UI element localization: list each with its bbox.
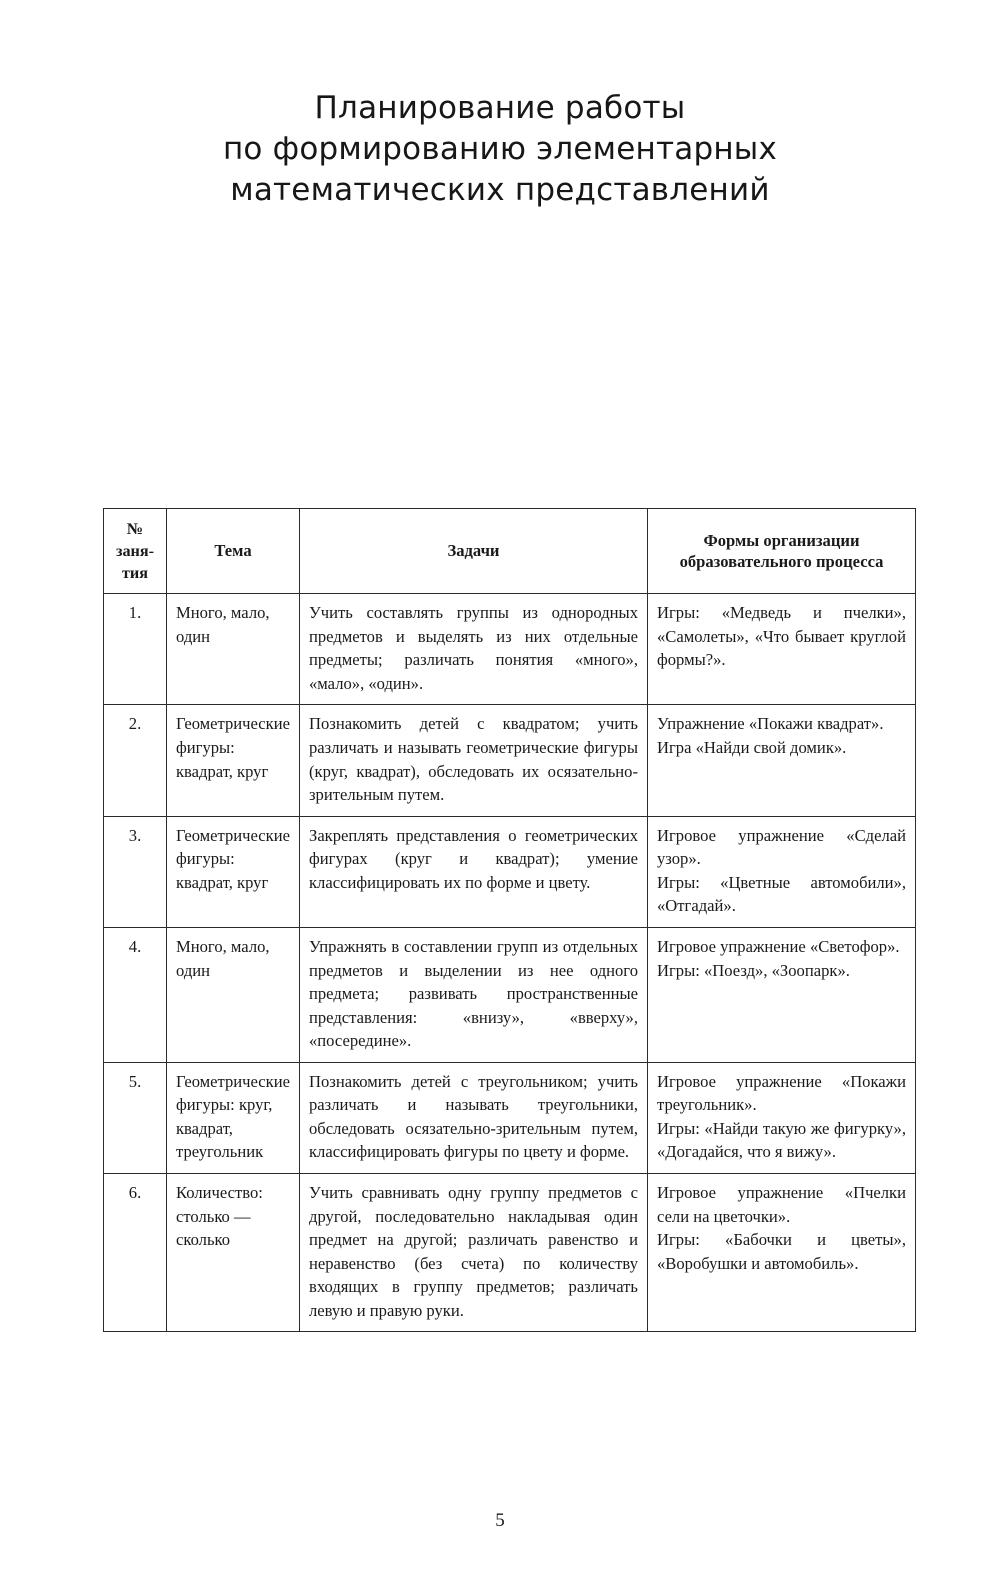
page-title-line-3: математических представлений	[230, 172, 770, 209]
column-header-number-line-2: заня-	[115, 542, 155, 561]
column-header-forms-line-1: Формы организации	[703, 530, 860, 550]
cell-number: 6.	[104, 1174, 167, 1332]
cell-forms: Игровое упражнение «Светофор». Игры: «Поезд», «Зоопарк».	[648, 927, 916, 1062]
document-page	[0, 88, 1000, 1584]
plan-table-container	[103, 508, 915, 1332]
column-header-number-line-1: №	[126, 520, 144, 538]
table-row	[104, 927, 916, 1062]
table-row	[104, 816, 916, 927]
cell-theme: Геометрические фигуры: круг, квадрат, треугольник	[167, 1062, 300, 1173]
column-header-number	[104, 509, 167, 594]
table-row	[104, 594, 916, 705]
plan-table	[103, 508, 916, 1332]
cell-tasks: Закреплять представления о геометрических фигурах (круг и квадрат); умение классифицировать их по форме и цвету.	[300, 816, 648, 927]
cell-forms: Упражнение «Покажи квадрат». Игра «Найди свой домик».	[648, 705, 916, 816]
table-header	[104, 509, 916, 594]
page-number: 5	[495, 1510, 505, 1531]
column-header-forms-line-2: образовательного процесса	[679, 552, 884, 572]
table-row	[104, 705, 916, 816]
cell-tasks: Упражнять в составлении групп из отдельных предметов и выделении из нее одного предмета; развивать пространственные представления: «внизу», «вверху», «посередине».	[300, 927, 648, 1062]
cell-number: 3.	[104, 816, 167, 927]
cell-tasks: Познакомить детей с треугольником; учить различать и называть треугольники, обследовать осязательно-зрительным путем, классифицировать фигуры по цвету и форме.	[300, 1062, 648, 1173]
table-row	[104, 1062, 916, 1173]
cell-forms: Игры: «Медведь и пчелки», «Самолеты», «Что бывает круглой формы?».	[648, 594, 916, 705]
cell-tasks: Учить составлять группы из однородных предметов и выделять из них отдельные предметы; различать понятия «много», «мало», «один».	[300, 594, 648, 705]
page-title-line-2: по формированию элементарных	[222, 131, 778, 168]
table-row	[104, 1174, 916, 1332]
cell-theme: Геометрические фигуры: квадрат, круг	[167, 816, 300, 927]
cell-theme: Геометрические фигуры: квадрат, круг	[167, 705, 300, 816]
column-header-theme: Тема	[167, 509, 300, 594]
cell-theme: Много, мало, один	[167, 927, 300, 1062]
cell-number: 1.	[104, 594, 167, 705]
cell-forms: Игровое упражнение «Сделай узор». Игры: «Цветные автомобили», «Отгадай».	[648, 816, 916, 927]
cell-forms: Игровое упражнение «Покажи треугольник». Игры: «Найди такую же фигурку», «Догадайся, что я вижу».	[648, 1062, 916, 1173]
page-title-line-1: Планирование работы	[314, 90, 686, 126]
page-title	[0, 88, 1000, 212]
cell-number: 2.	[104, 705, 167, 816]
table-body	[104, 594, 916, 1332]
cell-theme: Количество: столько — сколько	[167, 1174, 300, 1332]
cell-forms: Игровое упражнение «Пчелки сели на цветочки». Игры: «Бабочки и цветы», «Воробушки и автомобиль».	[648, 1174, 916, 1332]
cell-tasks: Познакомить детей с квадратом; учить различать и называть геометрические фигуры (круг, квадрат), обследовать их осязательно-зрительным путем.	[300, 705, 648, 816]
table-header-row	[104, 509, 916, 594]
cell-tasks: Учить сравнивать одну группу предметов с другой, последовательно накладывая один предмет на другой; различать равенство и неравенство (без счета) по количеству входящих в группу предметов; различать левую и правую руки.	[300, 1174, 648, 1332]
cell-number: 4.	[104, 927, 167, 1062]
column-header-number-line-3: тия	[121, 564, 149, 583]
cell-number: 5.	[104, 1062, 167, 1173]
column-header-tasks: Задачи	[300, 509, 648, 594]
column-header-forms	[648, 509, 916, 594]
cell-theme: Много, мало, один	[167, 594, 300, 705]
